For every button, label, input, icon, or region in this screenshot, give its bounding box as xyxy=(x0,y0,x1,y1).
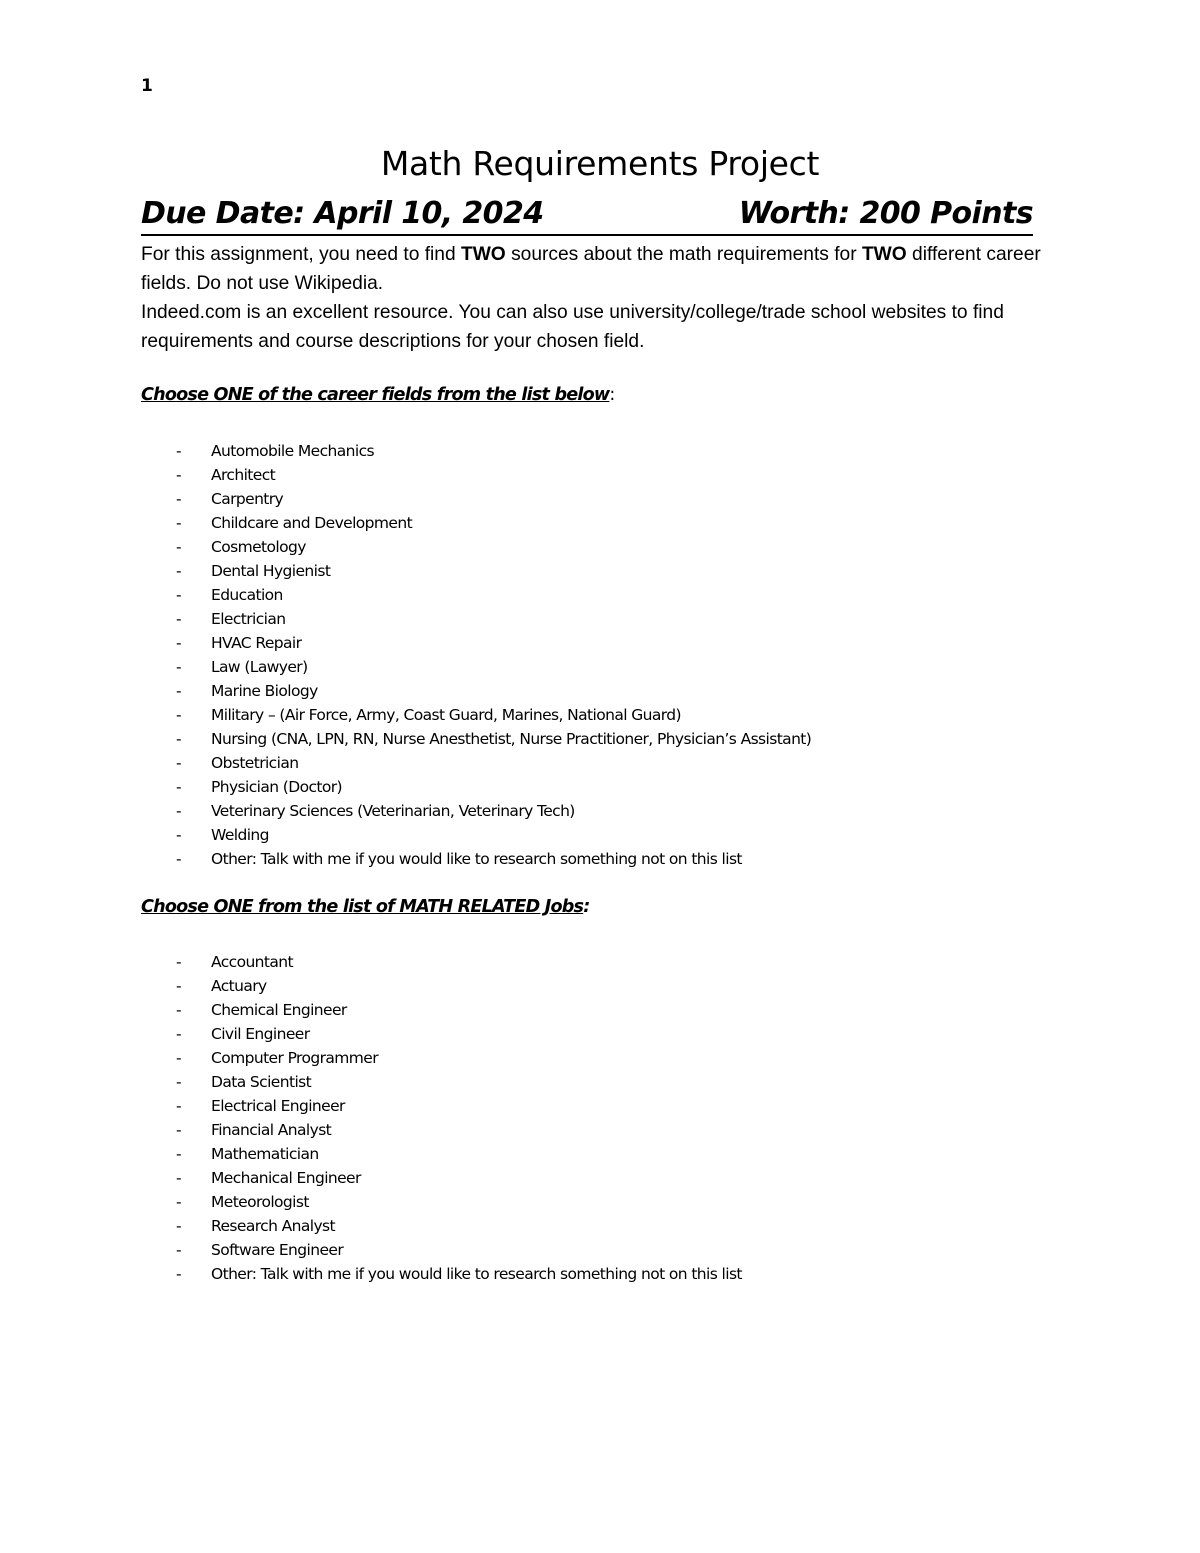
list-item-text: Actuary xyxy=(211,977,267,995)
bullet-dash: - xyxy=(176,802,181,820)
career-fields-heading-text: Choose ONE of the career fields from the list below xyxy=(141,385,610,405)
page-title: Math Requirements Project xyxy=(380,144,820,183)
math-jobs-heading-text: Choose ONE from the list of MATH RELATED Jobs xyxy=(141,897,584,917)
page-number: 1 xyxy=(141,76,153,96)
list-item-text: Law (Lawyer) xyxy=(211,658,308,676)
worth-points: Worth: 200 Points xyxy=(738,196,1033,231)
career-fields-heading xyxy=(141,385,615,405)
list-item-text: Software Engineer xyxy=(211,1241,344,1259)
bullet-dash: - xyxy=(176,850,181,868)
bullet-dash: - xyxy=(176,826,181,844)
emphasis-two: TWO xyxy=(460,244,506,265)
heading-colon: : xyxy=(583,897,590,917)
emphasis-two: TWO xyxy=(861,244,907,265)
bullet-dash: - xyxy=(176,442,181,460)
bullet-dash: - xyxy=(176,1121,181,1139)
list-item-text: Automobile Mechanics xyxy=(211,442,374,460)
bullet-dash: - xyxy=(176,634,181,652)
list-item-text: Data Scientist xyxy=(211,1073,312,1091)
math-jobs-heading xyxy=(141,897,589,917)
list-item-text: Other: Talk with me if you would like to research something not on this list xyxy=(211,1265,742,1283)
bullet-dash: - xyxy=(176,1265,181,1283)
list-item-text: Nursing (CNA, LPN, RN, Nurse Anesthetist, Nurse Practitioner, Physician’s Assistant) xyxy=(211,730,812,748)
list-item-text: Research Analyst xyxy=(211,1217,335,1235)
list-item-text: Computer Programmer xyxy=(211,1049,378,1067)
bullet-dash: - xyxy=(176,1145,181,1163)
list-item-text: Physician (Doctor) xyxy=(211,778,342,796)
due-date: Due Date: April 10, 2024 xyxy=(141,196,544,231)
instructions xyxy=(141,240,1061,356)
list-item-text: Financial Analyst xyxy=(211,1121,332,1139)
list-item-text: Obstetrician xyxy=(211,754,299,772)
list-item-text: Architect xyxy=(211,466,276,484)
list-item-text: Civil Engineer xyxy=(211,1025,310,1043)
bullet-dash: - xyxy=(176,1073,181,1091)
bullet-dash: - xyxy=(176,730,181,748)
list-item-text: Accountant xyxy=(211,953,293,971)
bullet-dash: - xyxy=(176,977,181,995)
bullet-dash: - xyxy=(176,706,181,724)
list-item-text: HVAC Repair xyxy=(211,634,302,652)
bullet-dash: - xyxy=(176,1193,181,1211)
bullet-dash: - xyxy=(176,754,181,772)
list-item-text: Other: Talk with me if you would like to research something not on this list xyxy=(211,850,742,868)
heading-colon: : xyxy=(609,385,615,405)
bullet-dash: - xyxy=(176,778,181,796)
bullet-dash: - xyxy=(176,514,181,532)
bullet-dash: - xyxy=(176,1097,181,1115)
list-item-text: Welding xyxy=(211,826,269,844)
instructions-text: sources about the math requirements for xyxy=(505,244,862,265)
bullet-dash: - xyxy=(176,1049,181,1067)
bullet-dash: - xyxy=(176,1001,181,1019)
bullet-dash: - xyxy=(176,1169,181,1187)
bullet-dash: - xyxy=(176,658,181,676)
list-item-text: Marine Biology xyxy=(211,682,318,700)
instructions-paragraph-1 xyxy=(141,240,1061,298)
bullet-dash: - xyxy=(176,490,181,508)
list-item-text: Dental Hygienist xyxy=(211,562,331,580)
bullet-dash: - xyxy=(176,586,181,604)
list-item-text: Electrician xyxy=(211,610,286,628)
instructions-text: For this assignment, you need to find xyxy=(141,244,461,265)
list-item-text: Mechanical Engineer xyxy=(211,1169,361,1187)
list-item-text: Chemical Engineer xyxy=(211,1001,347,1019)
bullet-dash: - xyxy=(176,538,181,556)
instructions-paragraph-2: Indeed.com is an excellent resource. You can also use university/college/trade school websites to find requirements and course descriptions for your chosen field. xyxy=(141,302,1004,352)
bullet-dash: - xyxy=(176,953,181,971)
list-item-text: Childcare and Development xyxy=(211,514,413,532)
list-item-text: Mathematician xyxy=(211,1145,319,1163)
bullet-dash: - xyxy=(176,1217,181,1235)
list-item-text: Military – (Air Force, Army, Coast Guard, Marines, National Guard) xyxy=(211,706,681,724)
list-item-text: Education xyxy=(211,586,283,604)
list-item-text: Cosmetology xyxy=(211,538,306,556)
bullet-dash: - xyxy=(176,610,181,628)
list-item-text: Veterinary Sciences (Veterinarian, Veterinary Tech) xyxy=(211,802,575,820)
instructions-text: different career fields. Do not use Wikipedia. xyxy=(141,244,1041,294)
list-item-text: Meteorologist xyxy=(211,1193,309,1211)
list-item-text: Electrical Engineer xyxy=(211,1097,345,1115)
bullet-dash: - xyxy=(176,682,181,700)
bullet-dash: - xyxy=(176,1241,181,1259)
bullet-dash: - xyxy=(176,562,181,580)
list-item-text: Carpentry xyxy=(211,490,284,508)
bullet-dash: - xyxy=(176,1025,181,1043)
due-worth-line xyxy=(141,196,1033,236)
bullet-dash: - xyxy=(176,466,181,484)
